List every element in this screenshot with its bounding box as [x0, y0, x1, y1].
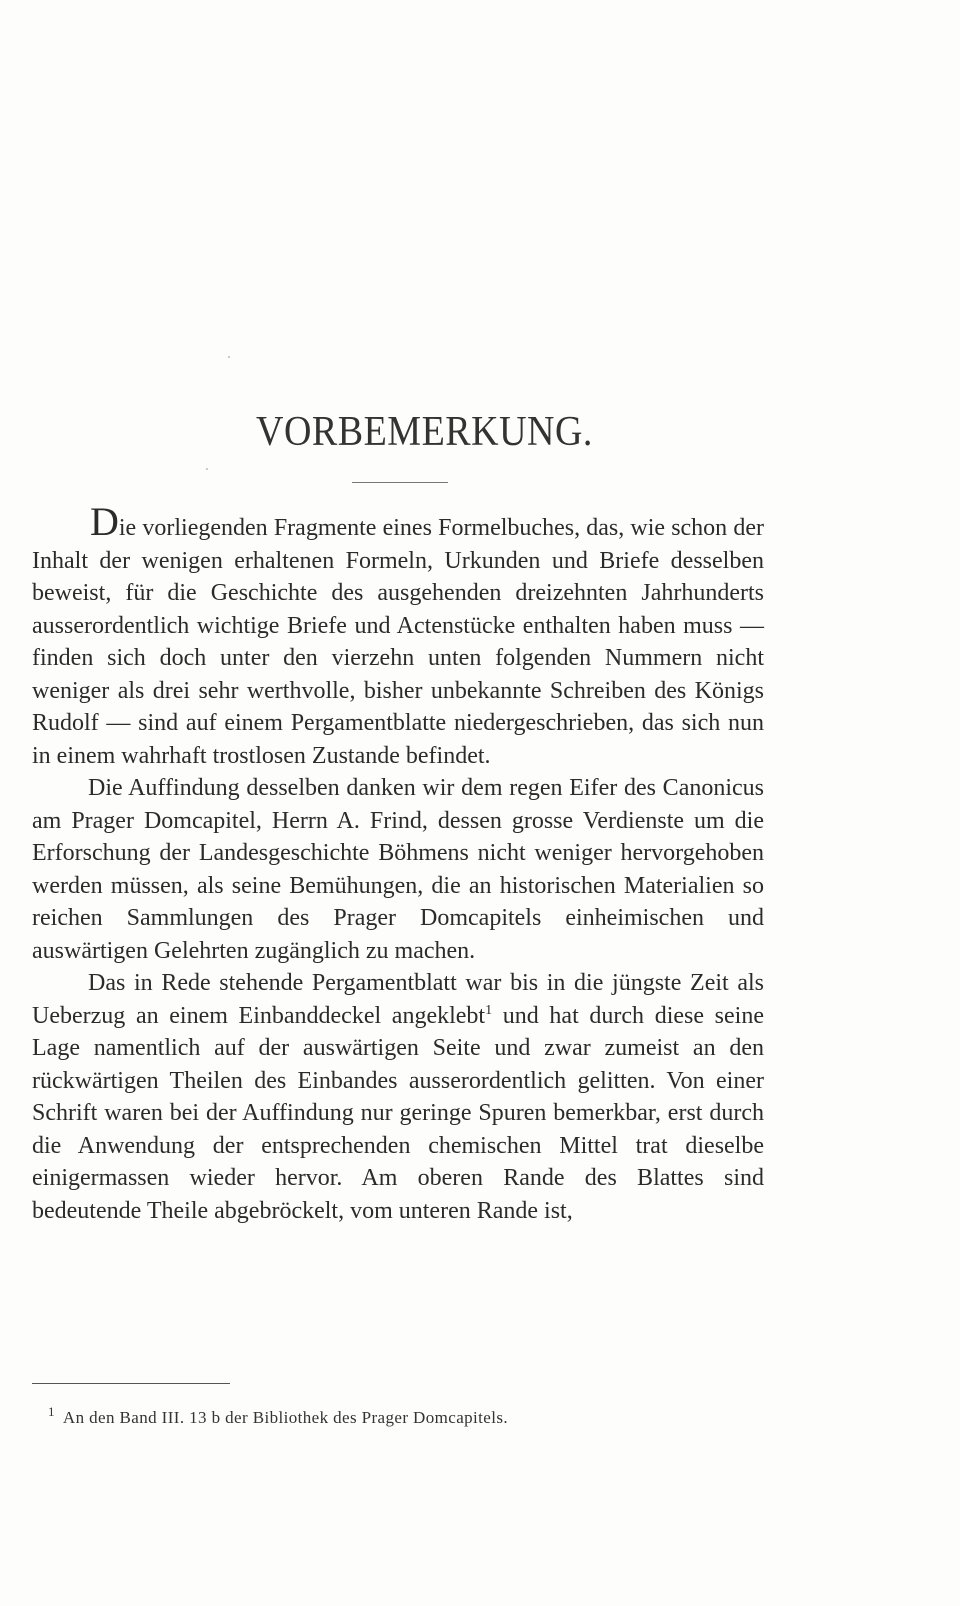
paper-speck [206, 468, 208, 470]
paragraph-3 [32, 967, 764, 1227]
footnote-mark: 1 [48, 1404, 55, 1420]
title-divider [352, 482, 448, 483]
body-text [32, 499, 764, 1227]
footnote-text: An den Band III. 13 b der Bibliothek des Prager Domcapitels. [62, 1408, 509, 1427]
paragraph-1 [32, 499, 764, 772]
paragraph-2 [32, 772, 764, 967]
footnote-divider [32, 1383, 230, 1384]
page-title: VORBEMERKUNG. [256, 408, 593, 456]
footnote [48, 1404, 768, 1429]
drop-cap: D [90, 499, 119, 544]
paragraph-3-text-before: Das in Rede stehende Pergamentblatt war bis in die jüngste Zeit als Ueberzug an einem Einbanddeckel angeklebt [32, 970, 764, 1029]
paragraph-1-text: ie vorliegenden Fragmente eines Formelbuches, das, wie schon der Inhalt der wenigen erhaltenen Formeln, Urkunden und Briefe desselben beweist, für die Geschichte des ausgehenden dreizehnten Jahrhunderts ausserordentlich wichtige Briefe und Actenstücke enthalten haben muss — finden sich doch unter den vierzehn unten folgenden Nummern nicht weniger als drei sehr werthvolle, bisher unbekannte Schreiben des Königs Rudolf — sind auf einem Pergamentblatte niedergeschrieben, das sich nun in einem wahrhaft trostlosen Zustande befindet. [32, 515, 764, 769]
footnote-reference: 1 [485, 1002, 493, 1018]
heading-container [256, 408, 593, 456]
paragraph-3-text-after: und hat durch diese seine Lage namentlich auf der auswärtigen Seite und zwar zumeist an den rückwärtigen Theilen des Einbandes ausserordentlich gelitten. Von einer Schrift waren bei der Auffindung nur geringe Spuren bemerkbar, erst durch die Anwendung der entsprechenden chemischen Mittel trat dieselbe einigermassen wieder hervor. Am oberen Rande des Blattes sind bedeutende Theile abgebröckelt, vom unteren Rande ist, [32, 1002, 764, 1224]
paragraph-2-text: Die Auffindung desselben danken wir dem regen Eifer des Canonicus am Prager Domcapitel, Herrn A. Frind, dessen grosse Verdienste um die Erforschung der Landesgeschichte Böhmens nicht weniger hervorgehoben werden müssen, als seine Bemühungen, die an historischen Materialien so reichen Sammlungen des Prager Domcapitels einheimischen und auswärtigen Gelehrten zugänglich zu machen. [32, 775, 764, 964]
paper-speck [228, 356, 230, 358]
